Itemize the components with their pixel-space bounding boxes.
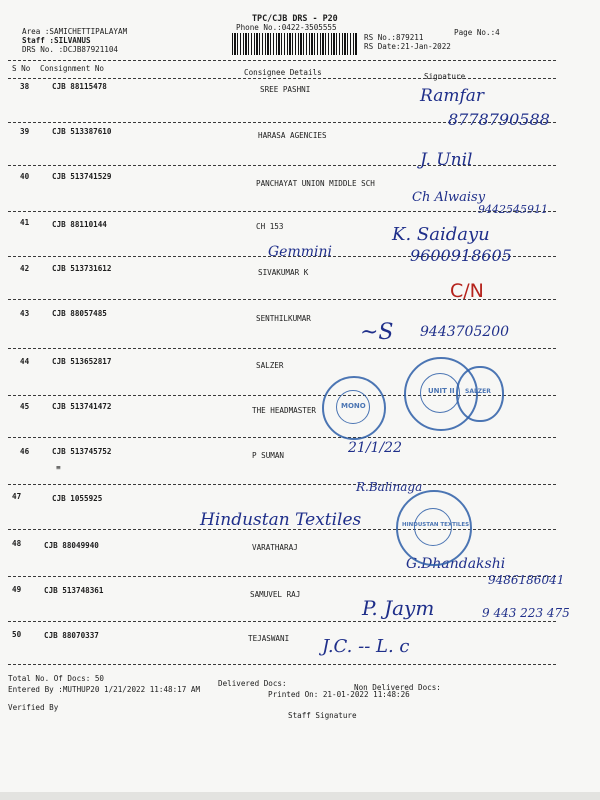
signature-handwriting: G.Dhandakshi: [406, 556, 506, 572]
row-consignment: CJB 1055925: [52, 494, 103, 503]
signature-mark: ~S: [360, 320, 394, 345]
divider: [8, 78, 556, 79]
delivered-docs: Delivered Docs:: [218, 679, 287, 688]
row-sno: 49: [12, 585, 22, 594]
phone-number: Phone No.:0422-3505555: [236, 23, 337, 32]
signature-handwriting: J. Unil: [420, 150, 473, 170]
rs-date: RS Date:21-Jan-2022: [364, 42, 451, 51]
row-divider: [8, 664, 556, 665]
signature-handwriting: J.C. -- L. c: [322, 636, 410, 657]
printed-on: Printed On: 21-01-2022 11:48:26: [268, 690, 410, 699]
phone-handwriting: 8778790588: [448, 110, 550, 129]
total-docs: Total No. Of Docs: 50: [8, 674, 105, 683]
date-handwriting: 21/1/22: [348, 440, 402, 456]
signature-handwriting: Ch Alwaisy: [412, 190, 486, 205]
drs-number: DRS No. :DCJB87921104: [22, 45, 119, 54]
row-consignee: TEJASWANI: [248, 634, 290, 643]
entered-by: Entered By :MUTHUP20 1/21/2022 11:48:17 AM: [8, 685, 201, 694]
row-divider: [8, 437, 556, 438]
row-sno: 43: [20, 309, 30, 318]
row-consignee: PANCHAYAT UNION MIDDLE SCH: [256, 179, 375, 188]
signature-handwriting: Gemmini: [268, 244, 332, 260]
staff-signature-label: Staff Signature: [288, 711, 357, 720]
page-number: Page No.:4: [454, 28, 500, 37]
row-consignee: SAMUVEL RAJ: [250, 590, 301, 599]
round-seal-stamp: MONO: [322, 376, 386, 440]
phone-handwriting: 9 443 223 475: [482, 606, 570, 620]
row-consignment: CJB 513741529: [52, 172, 112, 181]
row-sno: 41: [20, 218, 30, 227]
row-consignment: CJB 88049940: [44, 541, 99, 550]
row-consignment: CJB 513652817: [52, 357, 112, 366]
signature-handwriting: Hindustan Textiles: [200, 510, 362, 530]
row-consignee: THE HEADMASTER: [252, 406, 317, 415]
row-consignment: CJB 88110144: [52, 220, 107, 229]
row-sno: 45: [20, 402, 30, 411]
staff-label: Staff :SILVANUS: [22, 36, 91, 45]
row-consignee: HARASA AGENCIES: [258, 131, 327, 140]
row-consignment: CJB 513748361: [44, 586, 104, 595]
row-consignee: VARATHARAJ: [252, 543, 298, 552]
verified-by: Verified By: [8, 703, 59, 712]
row-consignment: CJB 88070337: [44, 631, 99, 640]
row-sno: 46: [20, 447, 30, 456]
row-sno: 39: [20, 127, 30, 136]
phone-handwriting: 9443705200: [420, 324, 510, 340]
salzer-stamp: SALZER: [456, 366, 504, 422]
row-sno: 50: [12, 630, 22, 639]
row-sno: 48: [12, 539, 22, 548]
row-sno: 42: [20, 264, 30, 273]
row-divider: [8, 621, 556, 622]
row-consignee: P SUMAN: [252, 451, 285, 460]
col-consignee: Consignee Details: [244, 68, 322, 77]
signature-handwriting: P. Jaym: [362, 596, 435, 620]
rs-number: RS No.:879211: [364, 33, 424, 42]
hindustan-textiles-stamp: HINDUSTAN TEXTILES: [396, 490, 472, 566]
stray-mark: ≡: [56, 463, 61, 472]
signature-handwriting: R.Balinaga: [356, 480, 423, 494]
row-consignee: SENTHILKUMAR: [256, 314, 311, 323]
non-delivered-docs: Non Delivered Docs:: [354, 683, 441, 692]
row-divider: [8, 576, 556, 577]
document-title: TPC/CJB DRS - P20: [252, 13, 338, 23]
row-consignee: SIVAKUMAR K: [258, 268, 309, 277]
row-divider: [8, 211, 556, 212]
phone-handwriting: 9486186041: [488, 573, 565, 587]
col-signature: Signature: [424, 72, 466, 81]
company-seal-stamp: UNIT II: [404, 357, 478, 431]
page-bottom-edge: [0, 792, 600, 800]
row-sno: 44: [20, 357, 30, 366]
row-consignee: SALZER: [256, 361, 284, 370]
signature-handwriting: Ramfar: [420, 86, 484, 106]
barcode-image: [232, 33, 357, 55]
row-consignment: CJB 88057485: [52, 309, 107, 318]
area-label: Area :SAMICHETTIPALAYAM: [22, 27, 128, 36]
row-consignment: CJB 513731612: [52, 264, 112, 273]
row-divider: [8, 165, 556, 166]
col-sno: S No: [12, 64, 31, 73]
row-consignment: CJB 513387610: [52, 127, 112, 136]
phone-handwriting: 9442545911: [478, 203, 548, 216]
row-consignment: CJB 513741472: [52, 402, 112, 411]
divider: [8, 60, 556, 61]
row-divider: [8, 484, 556, 485]
row-sno: 38: [20, 82, 30, 91]
row-consignee: SREE PASHNI: [260, 85, 311, 94]
row-divider: [8, 348, 556, 349]
row-consignee: CH 153: [256, 222, 284, 231]
signature-handwriting: K. Saidayu: [392, 224, 490, 245]
row-sno: 40: [20, 172, 30, 181]
col-consignment: Consignment No: [40, 64, 105, 73]
row-consignment: CJB 513745752: [52, 447, 112, 456]
row-consignment: CJB 88115478: [52, 82, 107, 91]
row-sno: 47: [12, 492, 22, 501]
phone-handwriting: 9600918605: [410, 246, 512, 265]
cn-handwriting: C/N: [450, 280, 484, 302]
